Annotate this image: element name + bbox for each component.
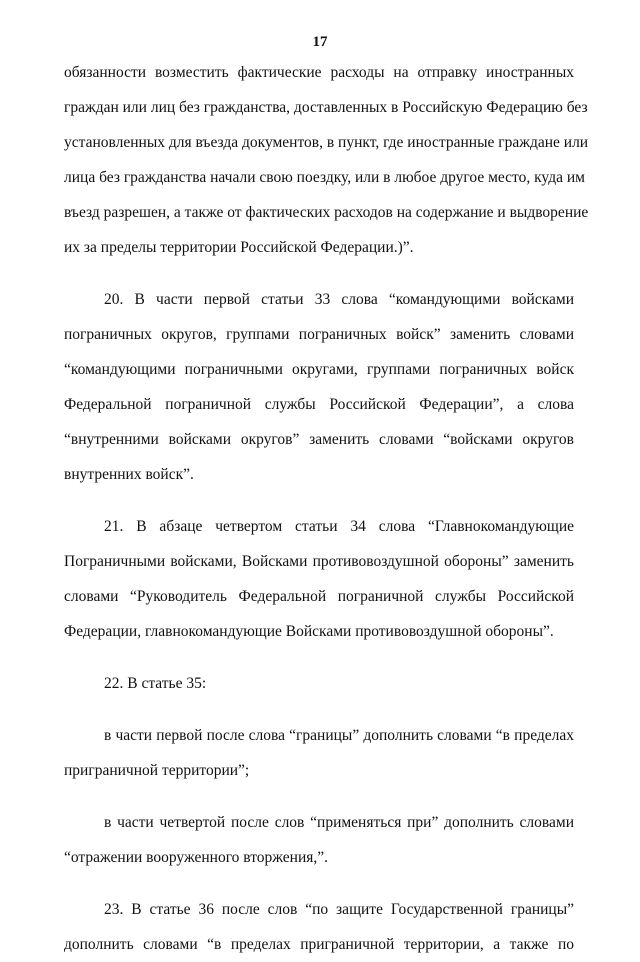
paragraph-gap [64, 649, 574, 666]
text-line: словами “Руководитель Федеральной пограничной службы Российской [64, 588, 574, 605]
text-line: Федеральной пограничной службы Российской Федерации”, а слова [64, 396, 574, 413]
text-line: пограничных округов, группами пограничных войск” заменить словами [64, 326, 574, 343]
paragraph-gap [64, 788, 574, 805]
text-line: 21. В абзаце четвертом статьи 34 слова “Главнокомандующие [104, 518, 574, 535]
text-line: дополнить словами “в пределах приграничной территории, а также по [64, 936, 574, 953]
paragraph-gap [64, 265, 574, 282]
text-line: Федерации, главнокомандующие Войсками противовоздушной обороны”. [64, 623, 554, 640]
text-line: обязанности возместить фактические расходы на отправку иностранных [64, 64, 574, 81]
text-line: “командующими пограничными округами, группами пограничных войск [64, 361, 574, 378]
text-line: установленных для въезда документов, в пункт, где иностранные граждане или [64, 134, 589, 151]
text-line: Пограничными войсками, Войсками противовоздушной обороны” заменить [64, 553, 574, 570]
text-line: лица без гражданства начали свою поездку, или в любое другое место, куда им [64, 169, 585, 186]
text-line: в части четвертой после слов “применяться при” дополнить словами [104, 814, 574, 831]
text-line: 23. В статье 36 после слов “по защите Государственной границы” [104, 901, 574, 918]
text-line: “внутренними войсками округов” заменить словами “войсками округов [64, 431, 574, 448]
paragraph-gap [64, 492, 574, 509]
text-line: в части первой после слова “границы” дополнить словами “в пределах [104, 727, 574, 744]
text-line: граждан или лиц без гражданства, доставленных в Российскую Федерацию без [64, 99, 588, 116]
paragraph-gap [64, 701, 574, 718]
text-line: внутренних войск”. [64, 466, 194, 483]
page-number: 17 [312, 34, 328, 50]
document-body [64, 55, 589, 962]
text-line: 20. В части первой статьи 33 слова “командующими войсками [104, 291, 574, 308]
text-line: их за пределы территории Российской Федерации.)”. [64, 239, 414, 256]
text-line: приграничной территории”; [64, 762, 250, 779]
text-line: 22. В статье 35: [104, 675, 207, 692]
text-line: “отражении вооруженного вторжения,”. [64, 849, 329, 866]
paragraph-gap [64, 875, 574, 892]
text-line: въезд разрешен, а также от фактических расходов на содержание и выдворение [64, 204, 589, 221]
